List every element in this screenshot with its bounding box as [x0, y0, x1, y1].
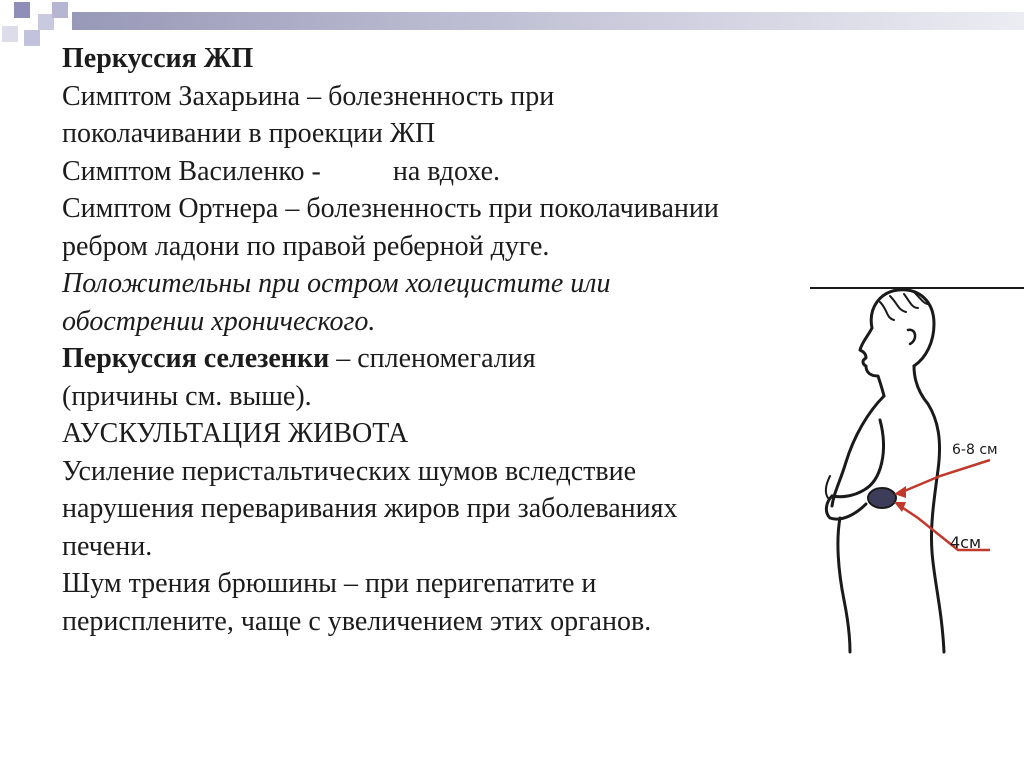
spleen-rest: – спленомегалия	[329, 343, 536, 374]
decorative-square	[2, 26, 18, 42]
label-6-8-cm: 6-8 см	[952, 442, 998, 458]
vasilenko-label: Симптом Василенко -	[62, 155, 321, 187]
vasilenko-rest: на вдохе.	[392, 155, 501, 187]
decorative-square	[52, 2, 68, 18]
auscultation-heading: АУСКУЛЬТАЦИЯ ЖИВОТА	[62, 418, 409, 449]
label-4-cm: 4см	[950, 533, 982, 552]
spleen-heading: Перкуссия селезенки	[62, 343, 330, 374]
vasilenko-line	[62, 153, 882, 191]
positive-line-1: Положительны при остром холецистите или	[62, 268, 611, 299]
spleen-percussion-illustration	[810, 280, 1024, 655]
heading-percussion-gallbladder: Перкуссия ЖП	[62, 43, 254, 74]
ortner-line-1: Симптом Ортнера – болезненность при поколачивании	[62, 193, 719, 224]
friction-line-1: Шум трения брюшины – при перигепатите и	[62, 568, 597, 599]
positive-line-2: обострении хронического.	[62, 305, 376, 337]
zakharin-line-2: поколачивании в проекции ЖП	[62, 118, 436, 149]
ortner-line-2: ребром ладони по правой реберной дуге.	[62, 230, 550, 262]
decorative-square	[24, 30, 40, 46]
peristalsis-line-1: Усиление перистальтических шумов вследствие	[62, 455, 637, 487]
slide-body-text	[62, 40, 882, 640]
friction-line-2: перисплените, чаще с увеличением этих органов.	[62, 605, 652, 637]
spleen-shape	[868, 488, 896, 508]
title-bar-decoration	[72, 12, 1024, 30]
decorative-square	[14, 2, 30, 18]
spleen-line-1	[62, 340, 882, 378]
peristalsis-line-3: печени.	[62, 530, 153, 562]
zakharin-line-1: Симптом Захарьина – болезненность при	[62, 80, 555, 112]
peristalsis-line-2: нарушения переваривания жиров при заболеваниях	[62, 493, 678, 524]
spleen-line-2: (причины см. выше).	[62, 380, 312, 412]
